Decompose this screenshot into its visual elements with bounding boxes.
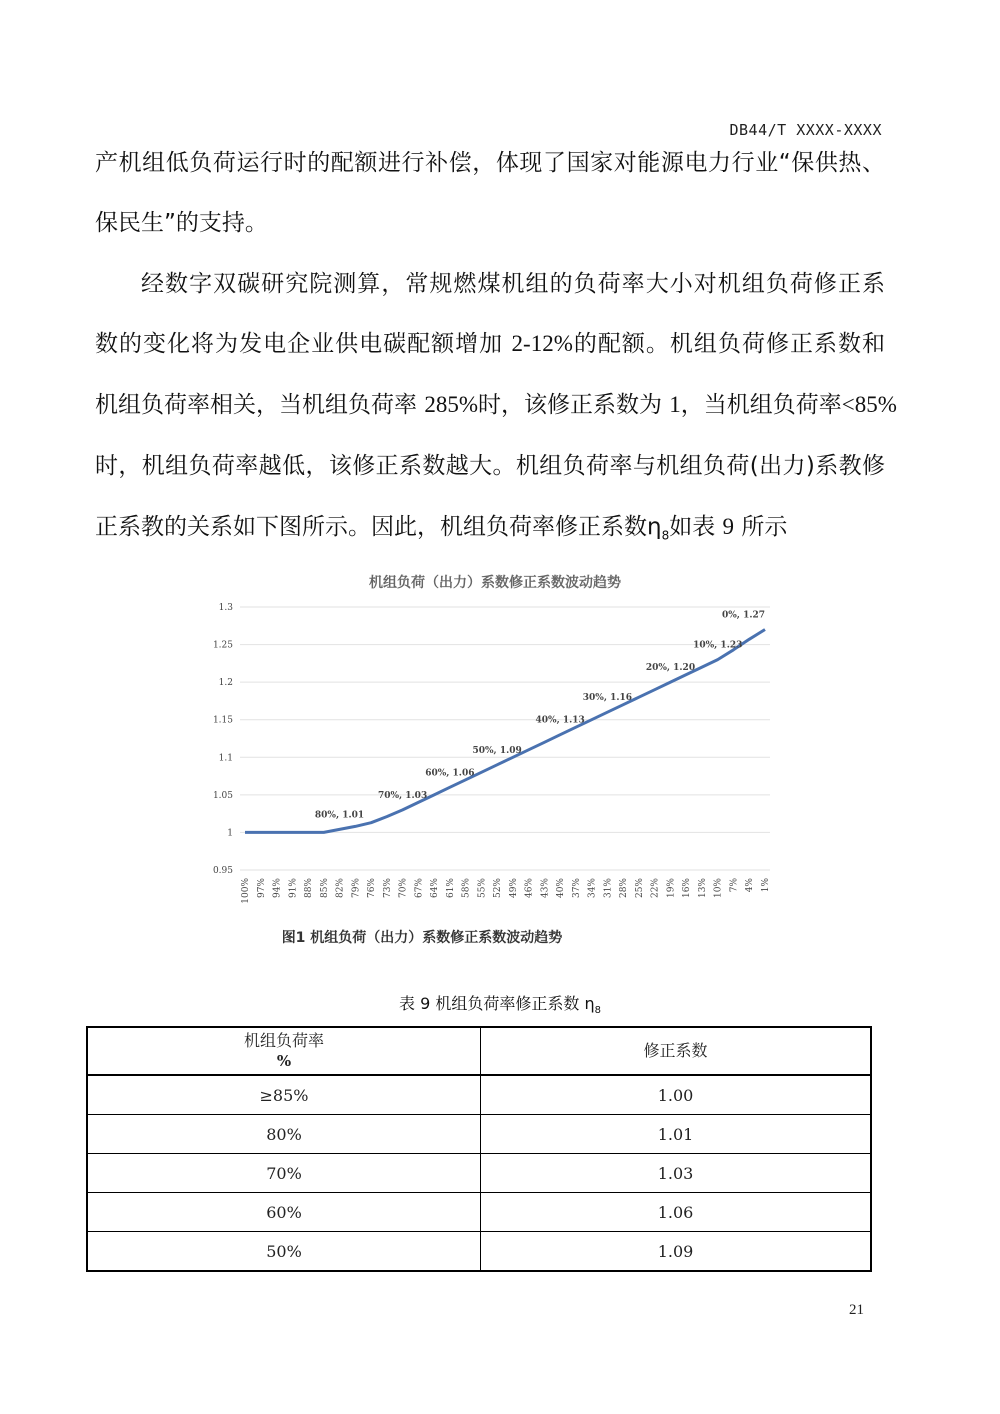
- x-tick-label: 52%: [493, 878, 504, 899]
- text-segment: 正系教的关系如下图所示。因此，机组负荷率修正系数η: [95, 514, 662, 540]
- y-axis: [213, 603, 233, 876]
- x-tick-label: 85%: [319, 878, 330, 899]
- table-row: [87, 1154, 871, 1193]
- cell-rate: 70%: [87, 1154, 481, 1193]
- x-tick-label: 55%: [477, 878, 488, 899]
- page-number: 21: [849, 1302, 864, 1318]
- paragraph-line: 经数字双碳研究院测算，常规燃煤机组的负荷率大小对机组负荷修正系: [141, 271, 885, 297]
- cell-coef: 1.01: [481, 1115, 872, 1154]
- text-number: 2-12%: [511, 331, 573, 356]
- paragraph-line: [95, 512, 787, 542]
- y-tick-label: 1.3: [218, 603, 233, 613]
- x-tick-label: 70%: [398, 878, 409, 899]
- x-tick-label: 34%: [587, 878, 598, 899]
- data-label: 50%, 1.09: [472, 745, 522, 756]
- table-caption-text: 表 9 机组负荷率修正系数 η: [399, 994, 595, 1013]
- table-caption: [0, 991, 1000, 1016]
- data-label: 10%, 1.23: [693, 640, 743, 651]
- header-load-rate: [87, 1027, 481, 1075]
- figure-caption: 图1 机组负荷（出力）系数修正系数波动趋势: [281, 930, 563, 946]
- x-tick-label: 4%: [745, 878, 756, 893]
- line-chart: [205, 565, 785, 955]
- x-tick-label: 82%: [335, 878, 346, 899]
- table-row: [87, 1075, 871, 1115]
- header-unit: %: [276, 1052, 292, 1070]
- text-segment: 所示: [734, 514, 788, 540]
- cell-rate: 60%: [87, 1193, 481, 1232]
- cell-coef: 1.03: [481, 1154, 872, 1193]
- cell-coef: 1.00: [481, 1075, 872, 1115]
- x-axis: [241, 878, 771, 904]
- x-tick-label: 94%: [272, 878, 283, 899]
- cell-rate: 50%: [87, 1232, 481, 1272]
- x-tick-label: 19%: [666, 878, 677, 899]
- cell-coef: 1.09: [481, 1232, 872, 1272]
- text-segment: 机组负荷率相关，当机组负荷率: [95, 392, 425, 418]
- header-label: 机组负荷率: [243, 1031, 324, 1050]
- x-tick-label: 49%: [508, 878, 519, 899]
- y-tick-label: 1.05: [212, 790, 233, 801]
- x-tick-label: 10%: [713, 878, 724, 899]
- paragraph-line: 时，机组负荷率越低，该修正系数越大。机组负荷率与机组负荷(出力)系教修: [95, 453, 885, 479]
- x-tick-label: 22%: [650, 878, 661, 899]
- x-tick-label: 64%: [430, 878, 441, 899]
- text-number: 9: [722, 514, 735, 539]
- document-code: DB44/T XXXX-XXXX: [729, 121, 882, 139]
- subscript: 8: [661, 528, 670, 543]
- x-tick-label: 7%: [729, 878, 740, 893]
- cell-coef: 1.06: [481, 1193, 872, 1232]
- x-tick-label: 46%: [524, 878, 535, 899]
- paragraph-line: 保民生”的支持。: [95, 210, 268, 236]
- paragraph-line: [95, 329, 885, 359]
- correction-table: [86, 1026, 872, 1272]
- text-segment: 数的变化将为发电企业供电碳配额增加: [95, 331, 512, 357]
- cell-rate: ≥85%: [87, 1075, 481, 1115]
- chart-figure: [205, 565, 785, 955]
- x-tick-label: 97%: [256, 878, 267, 899]
- x-tick-label: 88%: [304, 878, 315, 899]
- text-number: 1: [669, 392, 681, 417]
- series-line: [245, 630, 765, 833]
- x-tick-label: 67%: [414, 878, 425, 899]
- text-segment: 的配额。机组负荷修正系数和: [572, 331, 886, 357]
- data-label: 0%, 1.27: [721, 610, 765, 621]
- text-segment: 时，该修正系数为: [477, 392, 670, 418]
- data-label: 40%, 1.13: [535, 715, 585, 726]
- x-tick-label: 13%: [697, 878, 708, 899]
- data-label: 80%, 1.01: [314, 810, 365, 821]
- x-tick-label: 31%: [603, 878, 614, 899]
- table-header-row: [87, 1027, 871, 1075]
- y-tick-label: 0.95: [212, 866, 233, 876]
- table-row: [87, 1115, 871, 1154]
- x-tick-label: 58%: [461, 878, 472, 899]
- text-number: 285%: [424, 392, 478, 417]
- x-tick-label: 73%: [382, 878, 393, 899]
- paragraph-line: 产机组低负荷运行时的配额进行补偿，体现了国家对能源电力行业“保供热、: [95, 150, 885, 176]
- y-tick-label: 1.1: [218, 753, 233, 764]
- x-tick-label: 43%: [540, 878, 551, 899]
- text-segment: 如表: [669, 514, 723, 540]
- chart-title: 机组负荷（出力）系数修正系数波动趋势: [369, 575, 621, 591]
- paragraph-line: [95, 390, 897, 420]
- x-tick-label: 16%: [682, 878, 693, 899]
- header-coefficient: 修正系数: [481, 1027, 872, 1075]
- data-label: 20%, 1.20: [645, 663, 696, 674]
- x-tick-label: 100%: [241, 878, 251, 904]
- x-tick-label: 1%: [761, 878, 771, 893]
- text-segment: ，当机组负荷率: [680, 392, 842, 418]
- subscript: 8: [594, 1005, 601, 1017]
- x-tick-label: 79%: [351, 878, 362, 899]
- x-tick-label: 25%: [634, 878, 645, 899]
- data-label: 30%, 1.16: [582, 693, 633, 704]
- y-tick-label: 1.15: [212, 715, 233, 726]
- cell-rate: 80%: [87, 1115, 481, 1154]
- table-row: [87, 1232, 871, 1272]
- y-tick-label: 1.25: [212, 640, 233, 651]
- x-tick-label: 91%: [288, 878, 299, 899]
- data-label: 70%, 1.03: [377, 790, 428, 801]
- x-tick-label: 40%: [556, 878, 567, 899]
- data-label: 60%, 1.06: [425, 768, 475, 779]
- x-tick-label: 61%: [445, 878, 456, 899]
- x-tick-label: 76%: [367, 878, 378, 899]
- grid: [240, 607, 770, 870]
- x-tick-label: 37%: [571, 878, 582, 899]
- y-tick-label: 1.2: [218, 678, 233, 689]
- x-tick-label: 28%: [619, 878, 630, 899]
- text-number: <85%: [841, 392, 897, 417]
- y-tick-label: 1: [227, 828, 233, 839]
- table-row: [87, 1193, 871, 1232]
- data-labels: [315, 611, 765, 821]
